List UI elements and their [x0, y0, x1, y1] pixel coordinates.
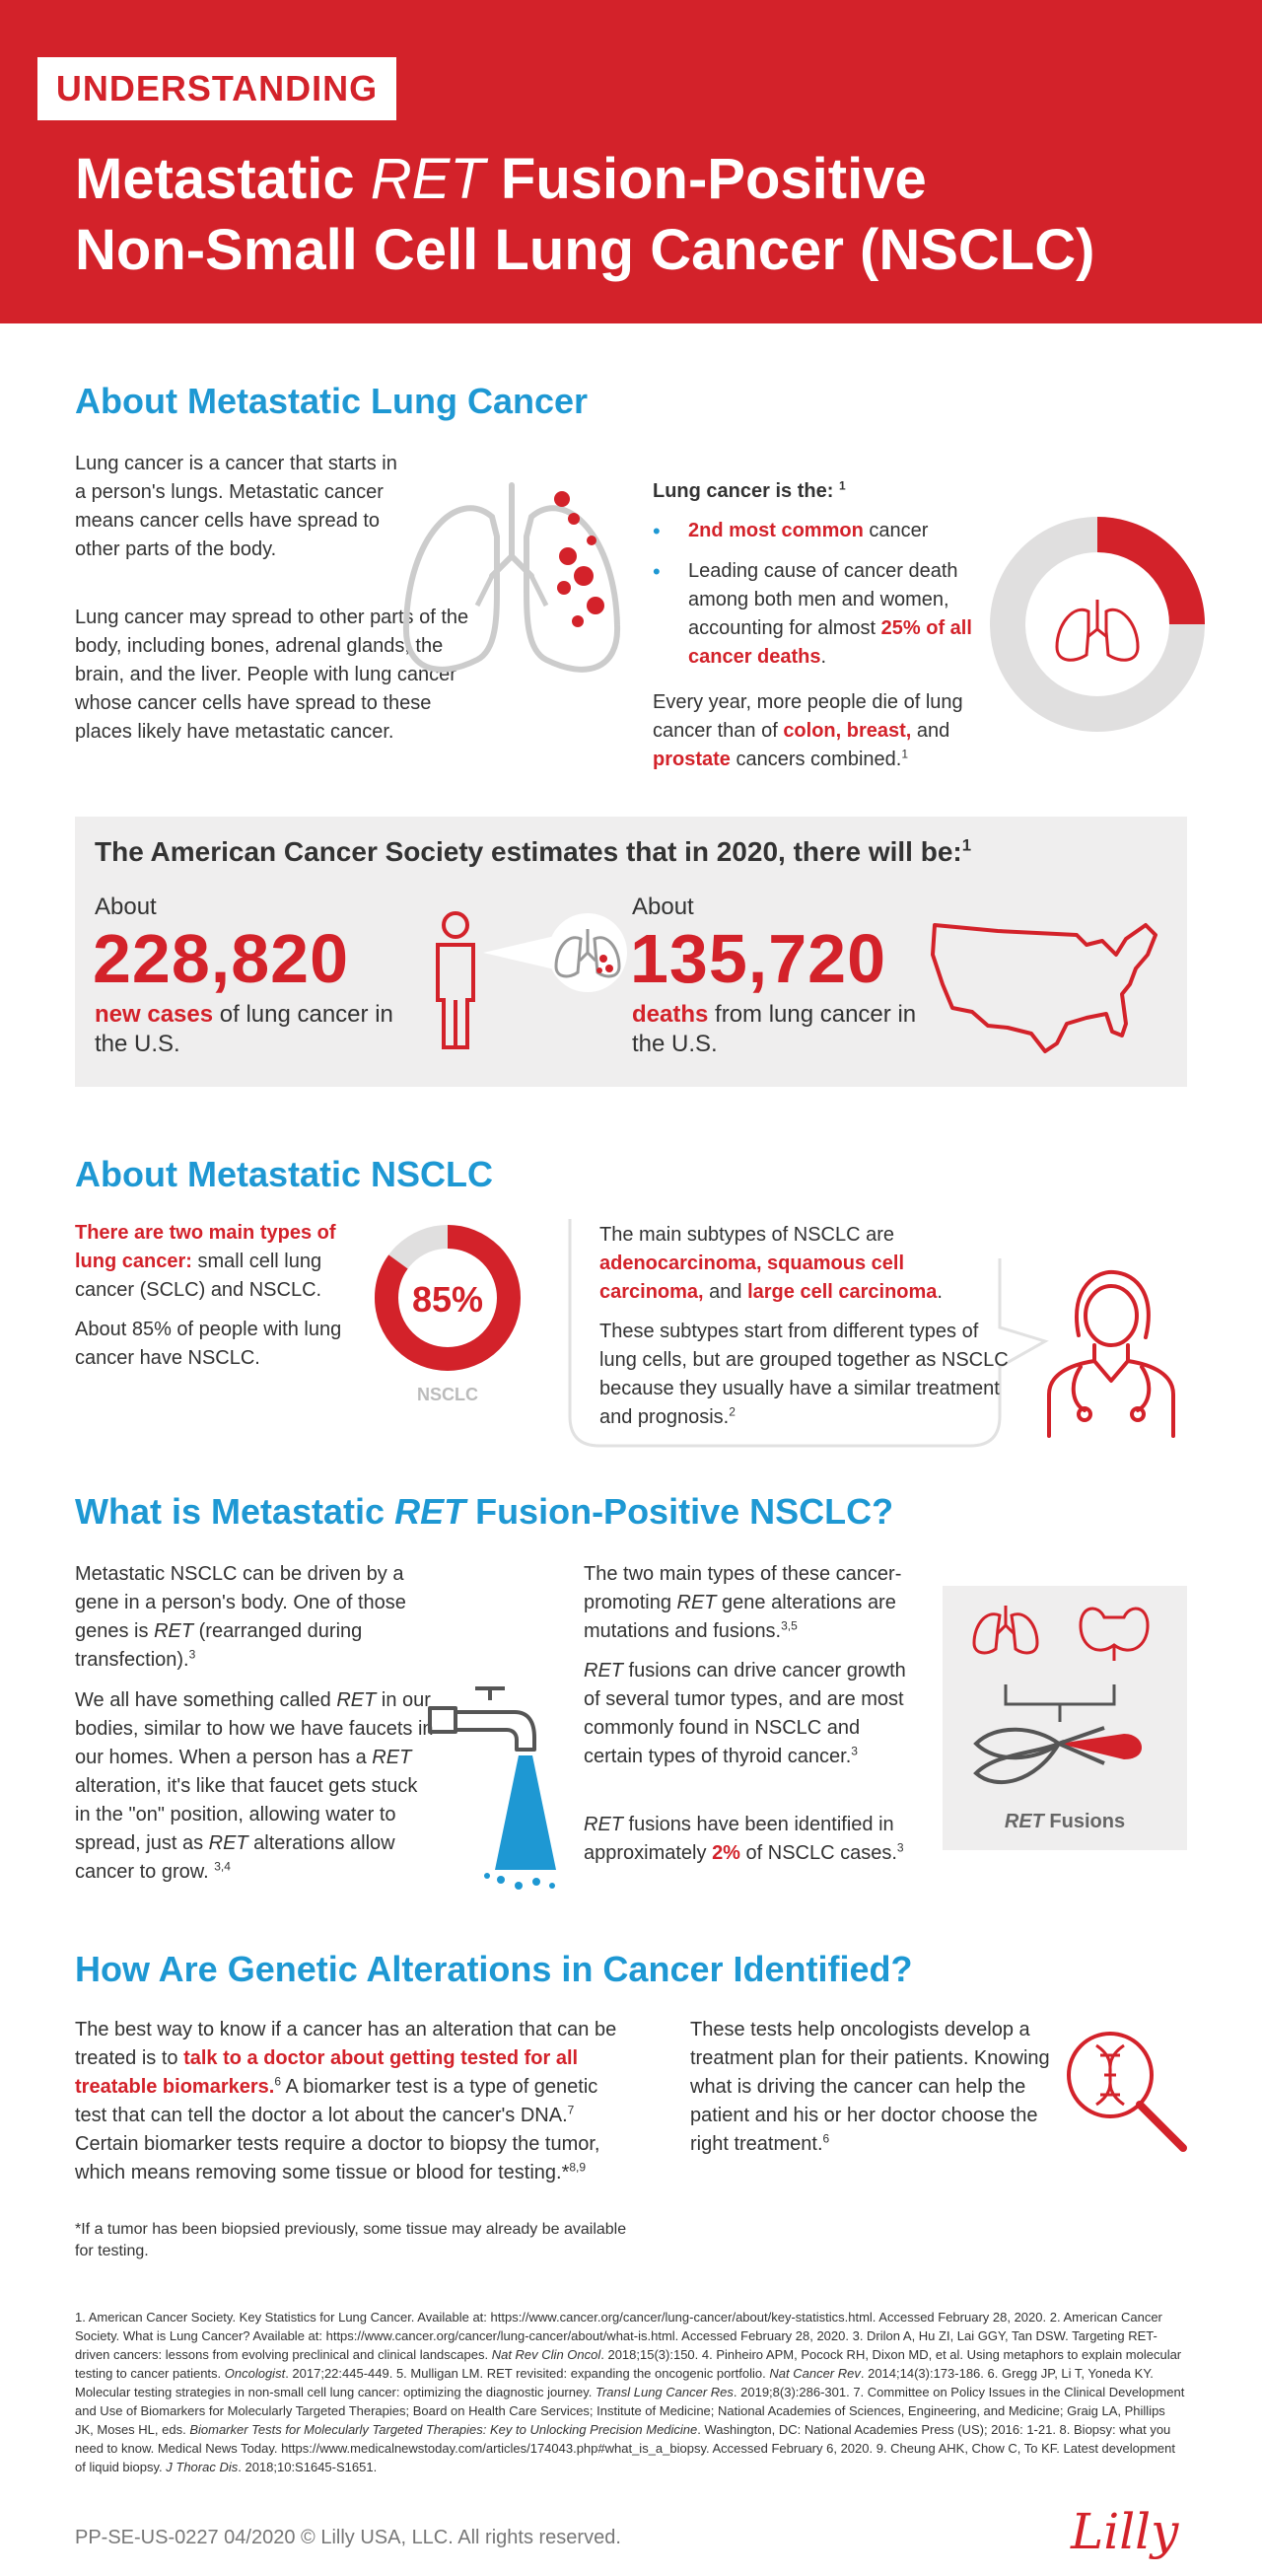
- subtypes-grouping-text: These subtypes start from different types of lung cells, but are grouped together as NSCLC because they usually have a similar treatment and prognosis.$^2$: [599, 1321, 1009, 1428]
- nsclc-donut: [371, 1223, 525, 1410]
- footer-copyright: PP-SE-US-0227 04/2020 © Lilly USA, LLC. All rights reserved.: [75, 2527, 621, 2548]
- dna-strand-icon: [976, 1728, 1142, 1782]
- biomarker-testing-text: The best way to know if a cancer has an alteration that can be treated is to talk to a doctor about getting tested for all treatable biomarkers.$^6$ A biomarker test is a type of genetic test that can tell the doctor a lot about the cancer's DNA.$^7$ Certain biomarker tests require a doctor to biopsy the tumor, which means removing some tissue or blood for testing.*$^{8,9}$: [75, 2019, 617, 2183]
- understanding-tag: UNDERSTANDING: [37, 57, 396, 120]
- nsclc-percent-text: About 85% of people with lung cancer have NSCLC.: [75, 1319, 342, 1369]
- section-title-genetic-alterations: How Are Genetic Alterations in Cancer Identified?: [75, 1949, 913, 1989]
- cancer-deaths-donut: [986, 513, 1209, 736]
- new-cases-desc: new cases of lung cancer in the U.S.: [95, 1001, 393, 1057]
- lungs-icon: [398, 477, 625, 684]
- thyroid-icon: [1081, 1609, 1148, 1661]
- deaths-number: 135,720: [630, 920, 887, 997]
- person-lungs-icon: [424, 909, 631, 1067]
- biopsy-footnote: *If a tumor has been biopsied previously, some tissue may already be available for testing.: [75, 2221, 627, 2259]
- acs-estimates-title: The American Cancer Society estimates that in 2020, there will be:$^1$: [95, 835, 972, 867]
- ret-fusion-prevalence-text: RET fusions have been identified in approximately 2% of NSCLC cases.$^3$: [584, 1814, 904, 1864]
- lung-cancer-definition: Lung cancer is a cancer that starts in a person's lungs. Metastatic cancer means cancer cells have spread to other parts of the body.: [75, 453, 397, 560]
- acs-estimates-box: [75, 817, 1187, 1087]
- header-banner: [0, 0, 1262, 323]
- ret-fusions-label: RET Fusions: [1004, 1811, 1126, 1832]
- donut-caption: NSCLC: [417, 1385, 478, 1404]
- list-item: • Leading cause of cancer death among both men and women, accounting for almost 25% of all cancer deaths.: [653, 557, 988, 672]
- every-year-text: Every year, more people die of lung cancer than of colon, breast, and prostate cancers combined.$^1$: [653, 691, 963, 770]
- ret-gene-text: Metastatic NSCLC can be driven by a gene in a person's body. One of those genes is RET (rearranged during transfection).$^3$: [75, 1563, 406, 1671]
- lung-cancer-facts-list: [653, 517, 988, 683]
- lilly-logo: Lilly: [1071, 2503, 1179, 2560]
- lungs-icon: [1057, 600, 1138, 660]
- faucet-icon: [426, 1682, 564, 1894]
- section-title-ret-fusion: What is Metastatic RET Fusion-Positive NSCLC?: [75, 1491, 894, 1532]
- lungs-icon: [974, 1606, 1037, 1653]
- section-title-lung-cancer: About Metastatic Lung Cancer: [75, 381, 589, 421]
- lung-cancer-is-heading: Lung cancer is the: $^1$: [653, 478, 846, 502]
- new-cases-number: 228,820: [93, 920, 350, 997]
- section-title-nsclc: About Metastatic NSCLC: [75, 1154, 494, 1194]
- doctor-icon: [1039, 1266, 1183, 1440]
- nsclc-subtypes-text: The main subtypes of NSCLC are adenocarcinoma, squamous cell carcinoma, and large cell carcinoma.: [599, 1224, 943, 1303]
- usa-map-icon: [929, 915, 1161, 1063]
- ret-fusions-box: [943, 1586, 1187, 1850]
- faucet-metaphor-text: We all have something called RET in our bodies, similar to how we have faucets in our homes. When a person has a RET alteration, it's like that faucet gets stuck in the "on" position, allowing water to spread, just as RET alterations allow cancer to grow. $^{3,4}$: [75, 1689, 434, 1883]
- ret-fusion-diagram: [956, 1596, 1173, 1803]
- page-title: Metastatic RET Fusion-Positive Non-Small Cell Lung Cancer (NSCLC): [75, 147, 1095, 282]
- magnifier-dna-icon: [1061, 2026, 1193, 2158]
- about-label: About: [632, 894, 694, 920]
- treatment-plan-text: These tests help oncologists develop a treatment plan for their patients. Knowing what is driving the cancer can help the patient and his or her doctor choose the right treatment.$^6$: [690, 2019, 1050, 2155]
- donut-value-label: 85%: [411, 1279, 484, 1320]
- references: 1. American Cancer Society. Key Statistics for Lung Cancer. Available at: https://www.cancer.org/cancer/lung-cancer/about/key-statistics.html. Accessed February 28, 2020. 2. American Cancer Society. What is Lung Cancer? Available at: https://www.cancer.org/cancer/lung-cancer/about/what-is.html. Accessed February 28, 2020. 3. Drilon A, Hu ZI, Lai GGY, Tan DSW. Targeting RET-driven cancers: lessons from evolving preclinical and clinical landscapes. Nat Rev Clin Oncol. 2018;15(3):150. 4. Pinheiro APM, Pocock RH, Dixon MD, et al. Using metaphors to explain molecular testing to cancer patients. Oncologist. 2017;22:445-449. 5. Mulligan LM. RET revisited: expanding the oncogenic portfolio. Nat Cancer Rev. 2014;14(3):173-186. 6. Gregg JP, Li T, Yoneda KY. Molecular testing strategies in non-small cell lung cancer: optimizing the diagnostic journey. Transl Lung Cancer Res. 2019;8(3):286-301. 7. Committee on Policy Issues in the Clinical Development and Use of Biomarkers for Molecularly Targeted Therapies; Board on Health Care Services; Institute of Medicine; National Academies of Sciences, Engineering, and Medicine; Graig LA, Phillips JK, Moses HL, eds. Biomarker Tests for Molecularly Targeted Therapies: Key to Unlocking Precision Medicine. Washington, DC: National Academies Press (US); 2016: 1-21. 8. Biopsy: what you need to know. Medical News Today. https://www.medicalnewstoday.com/articles/174043.php#what_is_a_biopsy. Accessed February 6, 2020. 9. Cheung AHK, Chow C, To KF. Latest development of liquid biopsy. J Thorac Dis. 2018;10:S1645-S1651.: [75, 2310, 1185, 2474]
- deaths-desc: deaths from lung cancer in the U.S.: [632, 1001, 917, 1057]
- lung-cancer-spread: Lung cancer may spread to other parts of the body, including bones, adrenal glands, the brain, and the liver. People with lung cancer whose cancer cells have spread to these places likely have metastatic cancer.: [75, 607, 469, 743]
- ret-fusion-growth-text: RET fusions can drive cancer growth of several tumor types, and are most commonly found in NSCLC and certain types of thyroid cancer.$^3$: [584, 1660, 906, 1767]
- ret-alteration-types-text: The two main types of these cancer-promoting RET gene alterations are mutations and fusions.$^{3,5}$: [584, 1563, 902, 1642]
- list-item: • 2nd most common cancer: [653, 517, 988, 545]
- two-main-types-text: There are two main types of lung cancer: small cell lung cancer (SCLC) and NSCLC.: [75, 1222, 336, 1301]
- about-label: About: [95, 894, 157, 920]
